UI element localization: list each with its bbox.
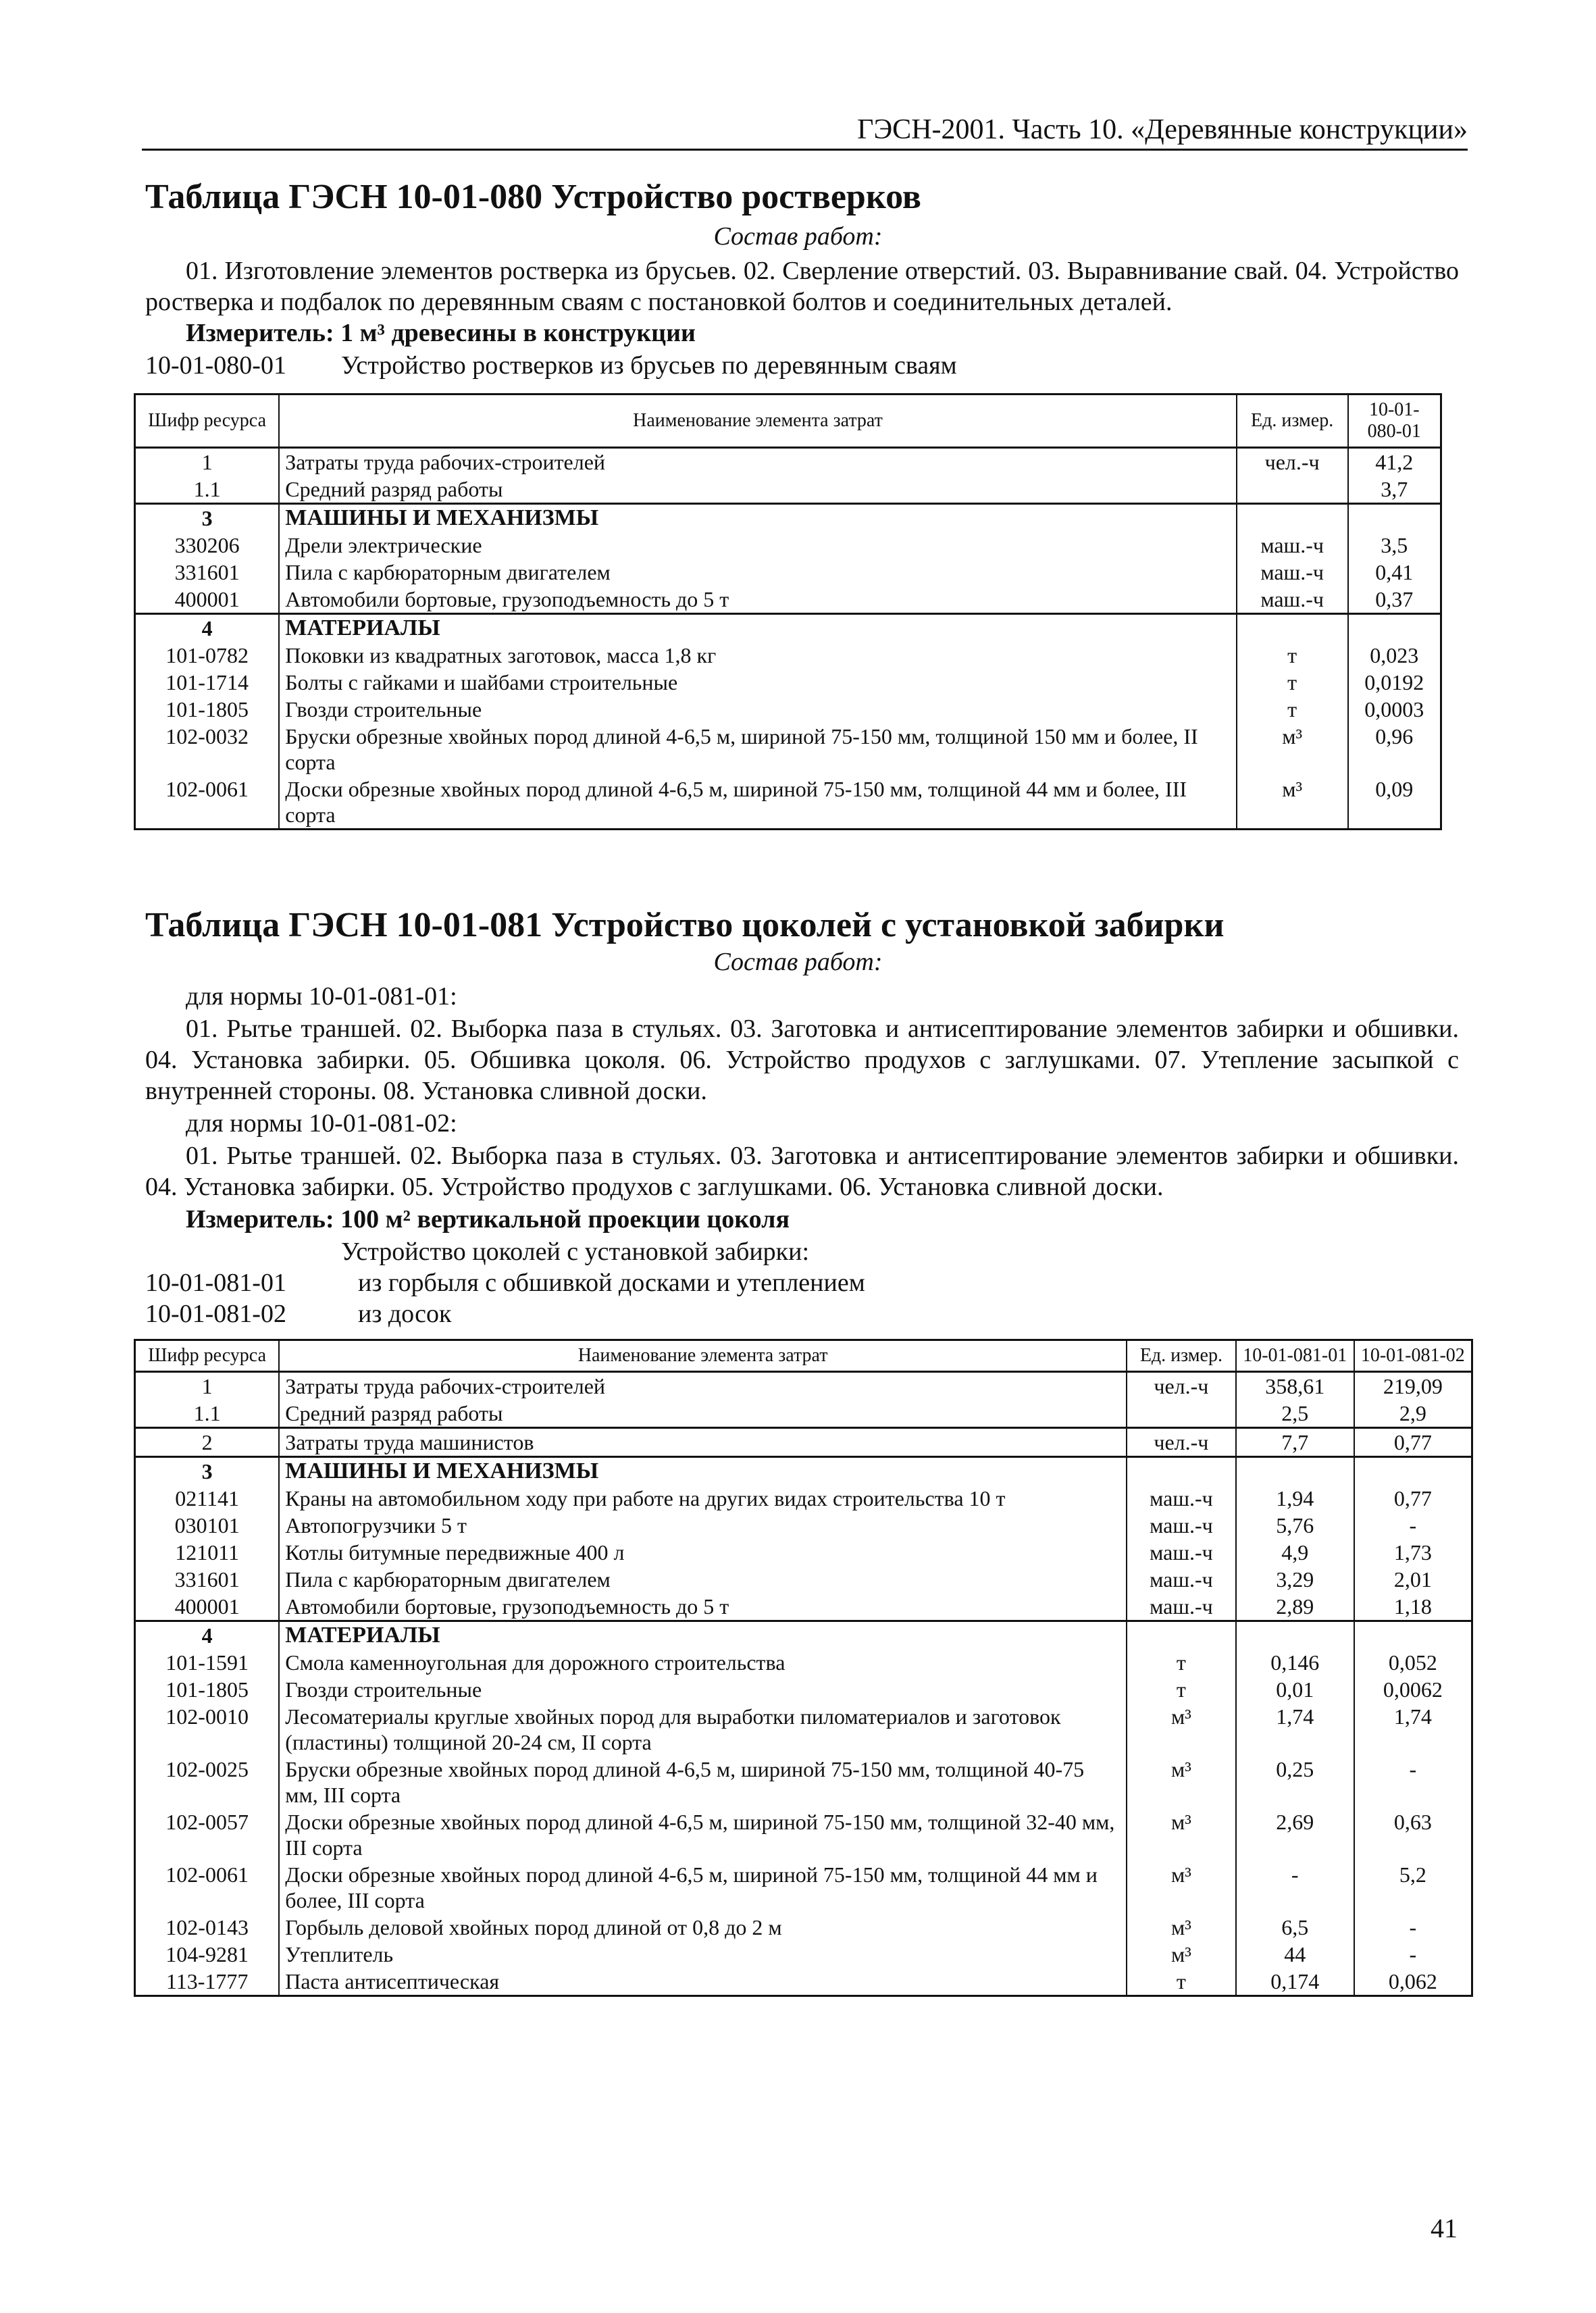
row-unit: т [1237, 696, 1348, 723]
table-row [135, 586, 1441, 614]
table80-work-label: Состав работ: [713, 222, 883, 251]
row-name: МАТЕРИАЛЫ [279, 614, 1236, 642]
row-code: 1.1 [135, 476, 280, 504]
table-row [135, 1756, 1472, 1808]
table80-work-text [145, 255, 1459, 317]
row-unit: м³ [1127, 1703, 1236, 1756]
row-value-1 [1236, 1621, 1354, 1650]
row-unit: м³ [1237, 723, 1348, 776]
table81-work-text-1 [145, 1013, 1459, 1107]
table81-norm1-name: из горбыля с обшивкой досками и утеплением [358, 1269, 865, 1297]
row-name: Бруски обрезные хвойных пород длиной 4-6,5 м, шириной 75-150 мм, толщиной 40-75 мм, III сорта [279, 1756, 1127, 1808]
row-unit: м³ [1237, 776, 1348, 830]
table-row [135, 1676, 1472, 1703]
row-value-1: 3,5 [1348, 532, 1441, 559]
table80-norm-code: 10-01-080-01 [145, 351, 286, 380]
row-unit [1127, 1457, 1236, 1485]
row-name: Лесоматериалы круглые хвойных пород для выработки пиломатериалов и заготовок (пластины) толщиной 20-24 см, II сорта [279, 1703, 1127, 1756]
row-code: 101-1805 [135, 1676, 280, 1703]
row-name: Затраты труда рабочих-строителей [279, 448, 1236, 476]
running-header: ГЭСН-2001. Часть 10. «Деревянные конструкции» [857, 114, 1468, 145]
table81-norm-group: Устройство цоколей с установкой забирки: [341, 1238, 810, 1266]
row-code: 021141 [135, 1485, 280, 1512]
table81-for-norm-2: для нормы 10-01-081-02: [186, 1109, 457, 1138]
row-code: 101-1805 [135, 696, 280, 723]
table80-grid [134, 393, 1442, 830]
row-code: 330206 [135, 532, 280, 559]
row-value-1: 2,5 [1236, 1400, 1354, 1428]
table-row [135, 476, 1441, 504]
row-unit: м³ [1127, 1808, 1236, 1861]
row-code: 102-0143 [135, 1914, 280, 1941]
table81-norm2-name: из досок [358, 1300, 452, 1328]
header-unit: Ед. измер. [1237, 395, 1348, 448]
row-unit: чел.-ч [1237, 448, 1348, 476]
table-row [135, 1400, 1472, 1428]
row-value-2: 219,09 [1354, 1372, 1472, 1400]
table-row [135, 696, 1441, 723]
row-code: 1 [135, 1372, 280, 1400]
header-code: Шифр ресурса [135, 1340, 280, 1372]
row-value-1: 0,146 [1236, 1649, 1354, 1676]
row-unit: м³ [1127, 1861, 1236, 1914]
table-row [135, 1621, 1472, 1650]
row-value-1: 2,69 [1236, 1808, 1354, 1861]
row-code: 331601 [135, 559, 280, 586]
row-value-2: - [1354, 1941, 1472, 1968]
page-number: 41 [1431, 2213, 1458, 2243]
table81-grid [134, 1339, 1473, 1997]
row-code: 102-0032 [135, 723, 280, 776]
row-value-2: 0,0062 [1354, 1676, 1472, 1703]
row-unit: маш.-ч [1237, 559, 1348, 586]
row-name: Паста антисептическая [279, 1968, 1127, 1996]
row-value-1: 0,0003 [1348, 696, 1441, 723]
row-name: Поковки из квадратных заготовок, масса 1,8 кг [279, 642, 1236, 669]
row-unit: т [1237, 669, 1348, 696]
row-name: Краны на автомобильном ходу при работе на других видах строительства 10 т [279, 1485, 1127, 1512]
row-value-1: 1,74 [1236, 1703, 1354, 1756]
table81-for-norm-1: для нормы 10-01-081-01: [186, 982, 457, 1011]
table-row [135, 1649, 1472, 1676]
row-unit: м³ [1127, 1941, 1236, 1968]
row-value-2: 0,63 [1354, 1808, 1472, 1861]
table81-work-text-2 [145, 1140, 1459, 1202]
row-name: Смола каменноугольная для дорожного строительства [279, 1649, 1127, 1676]
row-name: Автопогрузчики 5 т [279, 1512, 1127, 1539]
row-name: Болты с гайками и шайбами строительные [279, 669, 1236, 696]
row-value-2: 1,74 [1354, 1703, 1472, 1756]
row-value-2: - [1354, 1756, 1472, 1808]
row-value-1 [1348, 614, 1441, 642]
row-value-2: - [1354, 1512, 1472, 1539]
row-unit: маш.-ч [1127, 1539, 1236, 1566]
row-code: 030101 [135, 1512, 280, 1539]
row-name: Доски обрезные хвойных пород длиной 4-6,5 м, шириной 75-150 мм, толщиной 44 мм и более, III сорта [279, 776, 1236, 830]
row-value-1: 0,37 [1348, 586, 1441, 614]
row-value-1: 7,7 [1236, 1428, 1354, 1457]
row-code: 400001 [135, 586, 280, 614]
table-row [135, 1808, 1472, 1861]
table81-norm2-code: 10-01-081-02 [145, 1300, 286, 1328]
row-unit [1237, 614, 1348, 642]
row-code: 102-0010 [135, 1703, 280, 1756]
row-value-1: 0,09 [1348, 776, 1441, 830]
row-value-2 [1354, 1621, 1472, 1650]
table-row [135, 723, 1441, 776]
row-value-2: 0,77 [1354, 1485, 1472, 1512]
row-value-2: 0,062 [1354, 1968, 1472, 1996]
row-value-2 [1354, 1457, 1472, 1485]
row-name: Пила с карбюраторным двигателем [279, 1566, 1127, 1593]
row-name: Автомобили бортовые, грузоподъемность до 5 т [279, 586, 1236, 614]
header-code: Шифр ресурса [135, 395, 280, 448]
row-code: 4 [135, 614, 280, 642]
table-row [135, 1372, 1472, 1400]
row-unit: маш.-ч [1127, 1566, 1236, 1593]
header-col2: 10-01-081-02 [1354, 1340, 1472, 1372]
row-unit: т [1127, 1649, 1236, 1676]
row-code: 121011 [135, 1539, 280, 1566]
row-value-2: 1,73 [1354, 1539, 1472, 1566]
row-unit: маш.-ч [1127, 1485, 1236, 1512]
row-name: Доски обрезные хвойных пород длиной 4-6,5 м, шириной 75-150 мм, толщиной 44 мм и более, III сорта [279, 1861, 1127, 1914]
table-row [135, 1566, 1472, 1593]
table80-body [135, 448, 1441, 830]
table80-title: Таблица ГЭСН 10-01-080 Устройство ростверков [145, 178, 921, 216]
row-code: 1.1 [135, 1400, 280, 1428]
table81-body [135, 1372, 1472, 1996]
table-row [135, 559, 1441, 586]
header-col1: 10-01-081-01 [1236, 1340, 1354, 1372]
row-value-2: 1,18 [1354, 1593, 1472, 1621]
row-unit: маш.-ч [1127, 1512, 1236, 1539]
row-value-1: 0,0192 [1348, 669, 1441, 696]
table-row [135, 1941, 1472, 1968]
row-unit: чел.-ч [1127, 1428, 1236, 1457]
row-code: 102-0025 [135, 1756, 280, 1808]
row-name: Средний разряд работы [279, 1400, 1127, 1428]
row-value-1: 0,01 [1236, 1676, 1354, 1703]
row-name: Гвозди строительные [279, 1676, 1127, 1703]
row-unit: маш.-ч [1237, 586, 1348, 614]
row-value-2: 0,052 [1354, 1649, 1472, 1676]
header-name: Наименование элемента затрат [279, 1340, 1127, 1372]
table80-work-text-content: 01. Изготовление элементов ростверка из брусьев. 02. Сверление отверстий. 03. Выравнивание свай. 04. Устройство ростверка и подбалок по деревянным сваям с постановкой болтов и соединительных деталей. [145, 257, 1459, 316]
row-unit: т [1127, 1676, 1236, 1703]
table81-work-label: Состав работ: [713, 948, 883, 976]
row-value-2: - [1354, 1914, 1472, 1941]
row-name: Затраты труда рабочих-строителей [279, 1372, 1127, 1400]
row-value-1: 3,29 [1236, 1566, 1354, 1593]
row-code: 400001 [135, 1593, 280, 1621]
row-name: Пила с карбюраторным двигателем [279, 559, 1236, 586]
row-value-2: 2,01 [1354, 1566, 1472, 1593]
row-code: 104-9281 [135, 1941, 280, 1968]
row-value-1: 5,76 [1236, 1512, 1354, 1539]
row-value-1: 1,94 [1236, 1485, 1354, 1512]
row-code: 113-1777 [135, 1968, 280, 1996]
row-value-1: 3,7 [1348, 476, 1441, 504]
row-code: 101-0782 [135, 642, 280, 669]
row-unit: т [1127, 1968, 1236, 1996]
table-row [135, 642, 1441, 669]
row-unit [1237, 504, 1348, 532]
table-row [135, 504, 1441, 532]
row-name: Котлы битумные передвижные 400 л [279, 1539, 1127, 1566]
row-code: 331601 [135, 1566, 280, 1593]
row-unit: м³ [1127, 1756, 1236, 1808]
row-code: 102-0057 [135, 1808, 280, 1861]
row-unit [1127, 1400, 1236, 1428]
row-name: Доски обрезные хвойных пород длиной 4-6,5 м, шириной 75-150 мм, толщиной 32-40 мм, III сорта [279, 1808, 1127, 1861]
table-row [135, 532, 1441, 559]
row-code: 2 [135, 1428, 280, 1457]
row-value-2: 0,77 [1354, 1428, 1472, 1457]
row-value-1: 6,5 [1236, 1914, 1354, 1941]
row-code: 4 [135, 1621, 280, 1650]
row-value-1 [1236, 1457, 1354, 1485]
row-value-1: 0,41 [1348, 559, 1441, 586]
row-name: Гвозди строительные [279, 696, 1236, 723]
row-code: 3 [135, 1457, 280, 1485]
row-code: 1 [135, 448, 280, 476]
header-col1: 10-01-080-01 [1348, 395, 1441, 448]
row-code: 101-1714 [135, 669, 280, 696]
table80-meter: Измеритель: 1 м³ древесины в конструкции [186, 319, 696, 347]
row-name: МАШИНЫ И МЕХАНИЗМЫ [279, 1457, 1127, 1485]
row-value-1: 358,61 [1236, 1372, 1354, 1400]
row-value-1: 41,2 [1348, 448, 1441, 476]
table-row [135, 1703, 1472, 1756]
row-value-1: 2,89 [1236, 1593, 1354, 1621]
row-value-1: 44 [1236, 1941, 1354, 1968]
table-row [135, 448, 1441, 476]
row-name: МАШИНЫ И МЕХАНИЗМЫ [279, 504, 1236, 532]
row-value-1: - [1236, 1861, 1354, 1914]
header-rule [142, 149, 1468, 151]
table-row [135, 614, 1441, 642]
row-value-1: 4,9 [1236, 1539, 1354, 1566]
row-value-1: 0,96 [1348, 723, 1441, 776]
table-row [135, 1457, 1472, 1485]
row-unit [1127, 1621, 1236, 1650]
row-code: 102-0061 [135, 776, 280, 830]
header-unit: Ед. измер. [1127, 1340, 1236, 1372]
row-value-1 [1348, 504, 1441, 532]
row-unit: маш.-ч [1127, 1593, 1236, 1621]
row-unit: маш.-ч [1237, 532, 1348, 559]
row-unit: т [1237, 642, 1348, 669]
row-unit: чел.-ч [1127, 1372, 1236, 1400]
table81-title: Таблица ГЭСН 10-01-081 Устройство цоколей с установкой забирки [145, 906, 1225, 944]
row-name: Горбыль деловой хвойных пород длиной от 0,8 до 2 м [279, 1914, 1127, 1941]
table-row [135, 776, 1441, 830]
table81-meter: Измеритель: 100 м² вертикальной проекции цоколя [186, 1205, 790, 1234]
row-name: Утеплитель [279, 1941, 1127, 1968]
table-row [135, 1861, 1472, 1914]
row-unit: м³ [1127, 1914, 1236, 1941]
row-value-1: 0,174 [1236, 1968, 1354, 1996]
row-value-2: 2,9 [1354, 1400, 1472, 1428]
row-name: Средний разряд работы [279, 476, 1236, 504]
row-name: МАТЕРИАЛЫ [279, 1621, 1127, 1650]
row-value-1: 0,25 [1236, 1756, 1354, 1808]
table-row [135, 669, 1441, 696]
table80-norm-name: Устройство ростверков из брусьев по деревянным сваям [341, 351, 957, 380]
table-row [135, 1485, 1472, 1512]
table-row [135, 1593, 1472, 1621]
row-name: Бруски обрезные хвойных пород длиной 4-6,5 м, шириной 75-150 мм, толщиной 150 мм и более, II сорта [279, 723, 1236, 776]
row-name: Затраты труда машинистов [279, 1428, 1127, 1457]
row-name: Автомобили бортовые, грузоподъемность до 5 т [279, 1593, 1127, 1621]
table-row [135, 1428, 1472, 1457]
table81-work-text-1-content: 01. Рытье траншей. 02. Выборка паза в стульях. 03. Заготовка и антисептирование элементов забирки и обшивки. 04. Установка забирки. 05. Обшивка цоколя. 06. Устройство продухов с заглушками. 07. Утепление засыпкой с внутренней стороны. 08. Установка сливной доски. [145, 1015, 1459, 1105]
table-row [135, 1539, 1472, 1566]
table81-norm1-code: 10-01-081-01 [145, 1269, 286, 1297]
row-value-2: 5,2 [1354, 1861, 1472, 1914]
row-unit [1237, 476, 1348, 504]
row-code: 3 [135, 504, 280, 532]
table-row [135, 1914, 1472, 1941]
row-value-1: 0,023 [1348, 642, 1441, 669]
table81-work-text-2-content: 01. Рытье траншей. 02. Выборка паза в стульях. 03. Заготовка и антисептирование элементов забирки и обшивки. 04. Установка забирки. 05. Устройство продухов с заглушками. 06. Установка сливной доски. [145, 1142, 1459, 1201]
row-code: 101-1591 [135, 1649, 280, 1676]
row-name: Дрели электрические [279, 532, 1236, 559]
header-name: Наименование элемента затрат [279, 395, 1236, 448]
table-row [135, 1512, 1472, 1539]
table-row [135, 1968, 1472, 1996]
row-code: 102-0061 [135, 1861, 280, 1914]
